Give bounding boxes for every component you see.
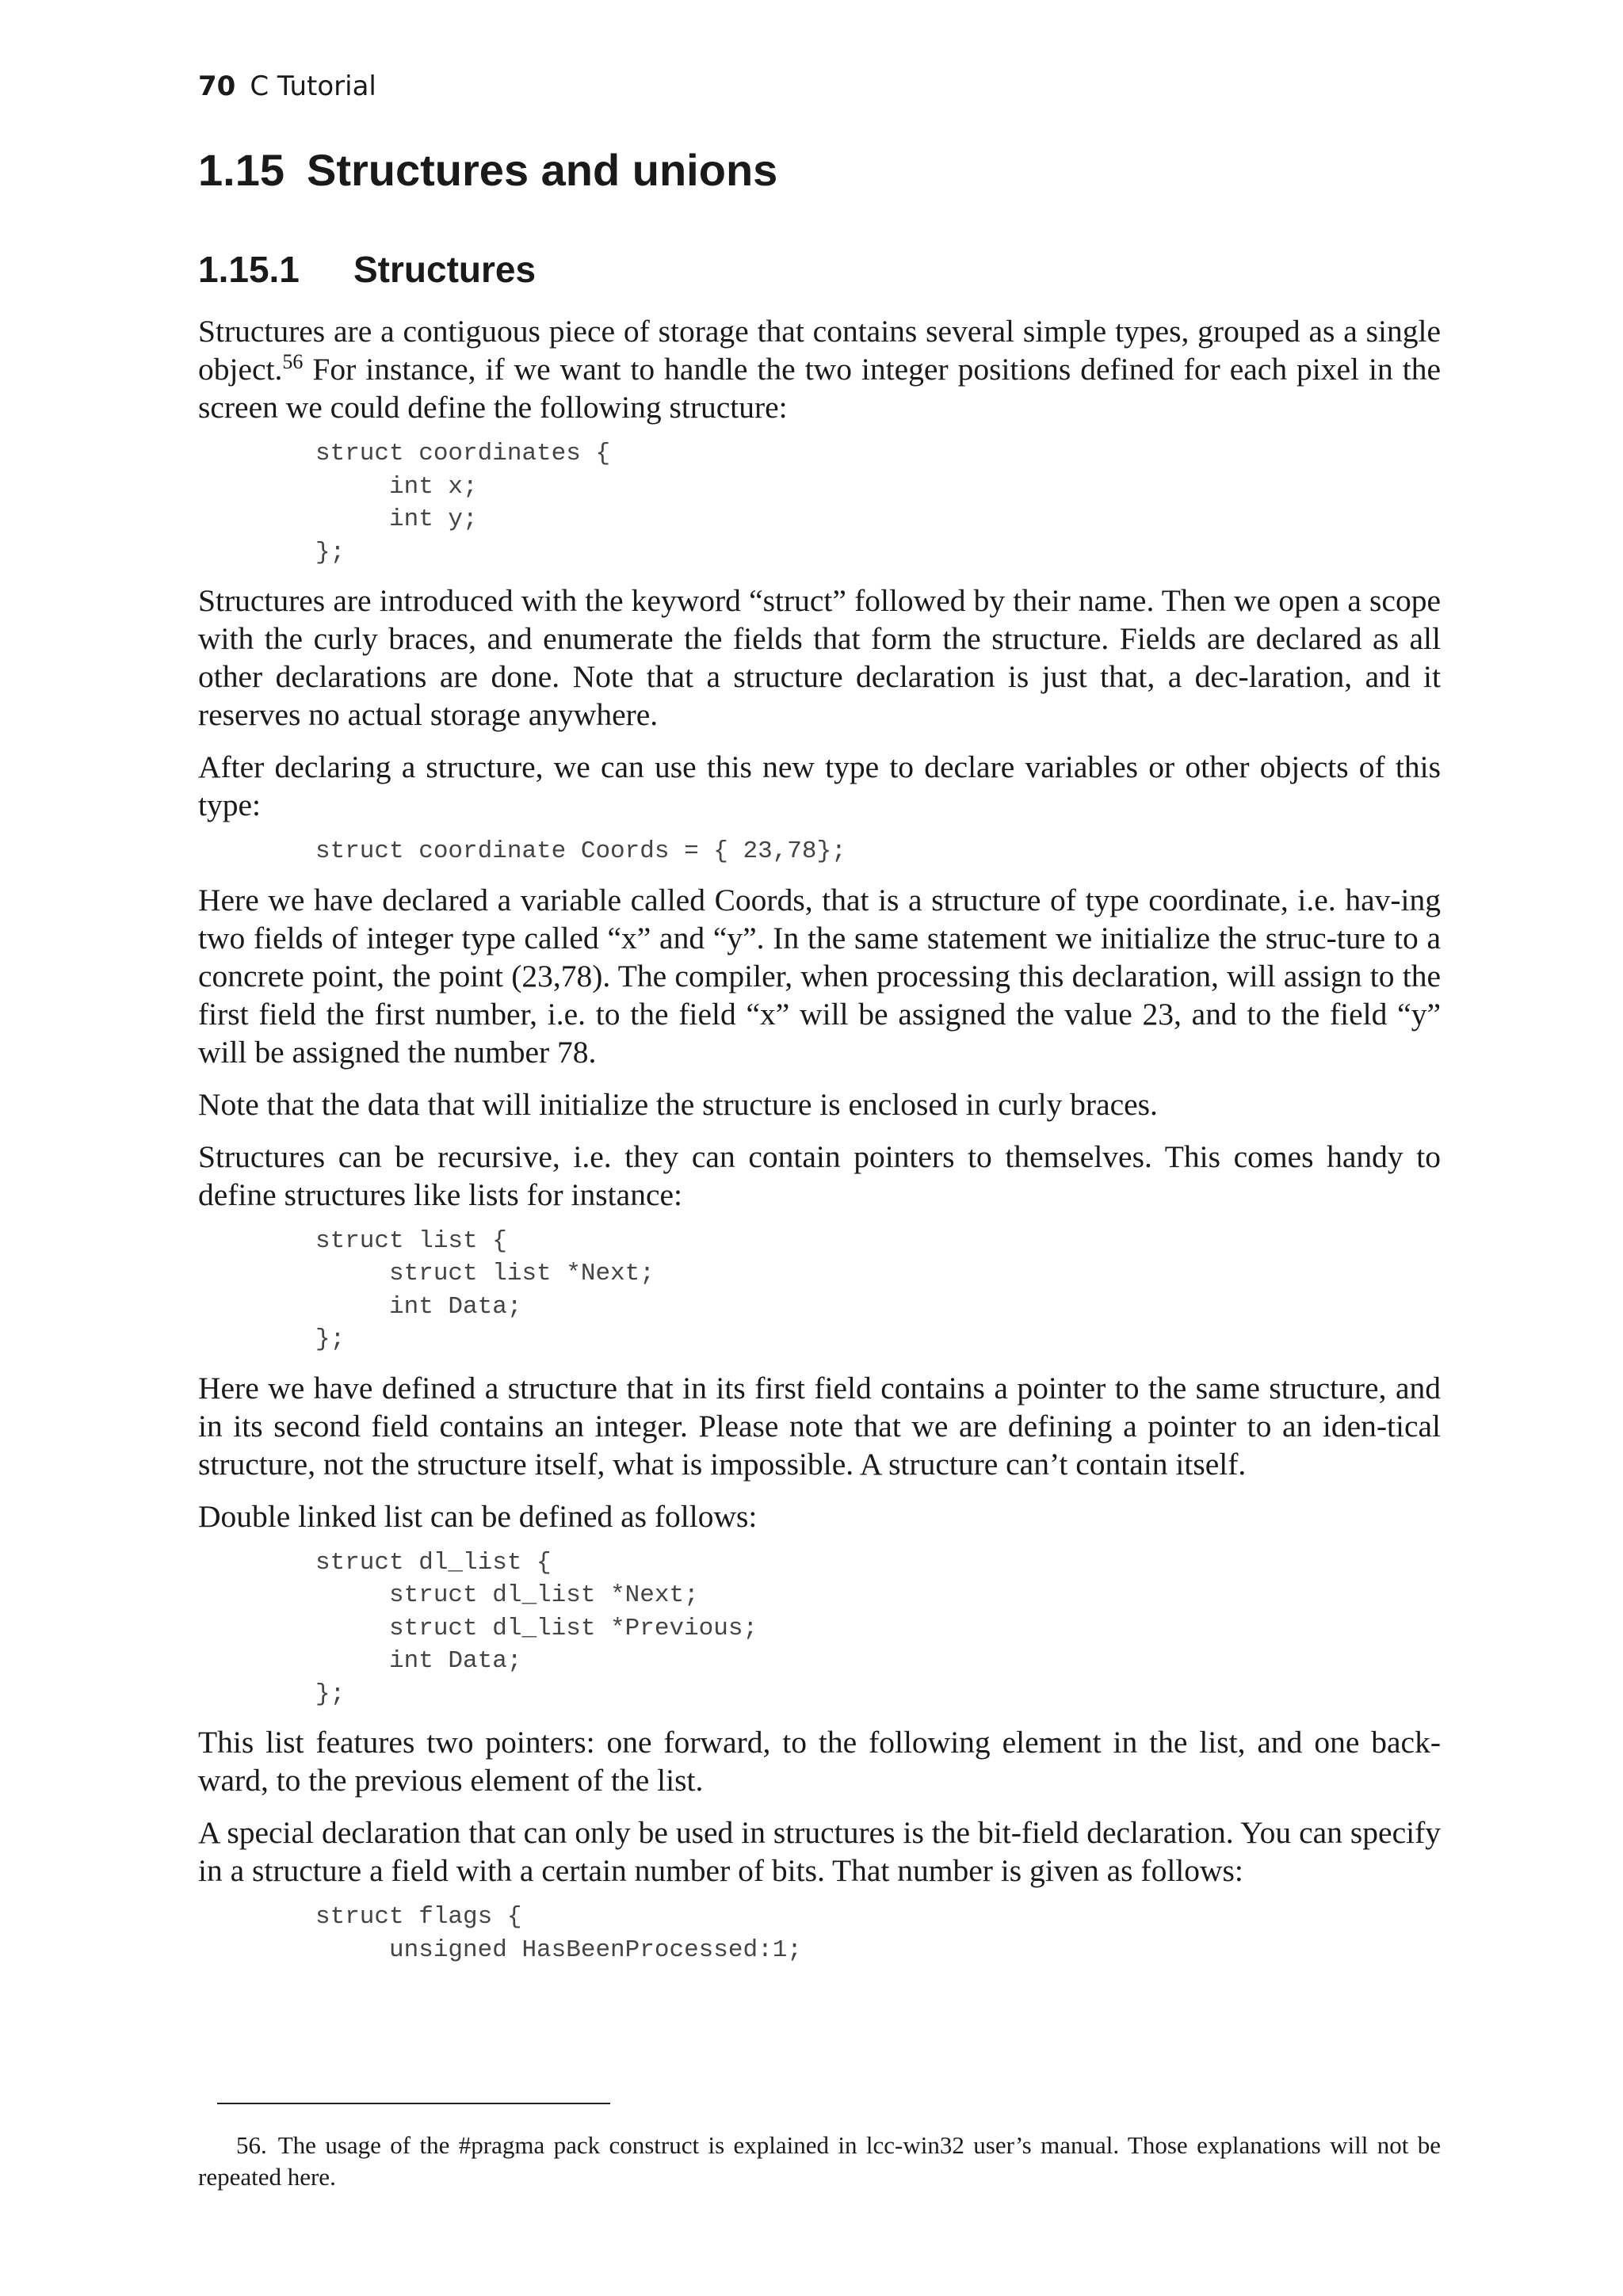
- page-number: 70: [198, 71, 236, 102]
- paragraph-2: Structures are introduced with the keyword “struct” followed by their name. Then we open a scope with the curly braces, and enumerate the fields that form the structure. Fields are declared as all other declarations are done. Note that a structure declaration is just that, a dec-laration, and it reserves no actual storage anywhere.: [198, 583, 1441, 732]
- code-line: int x;: [315, 472, 478, 501]
- footnote-reference[interactable]: 56: [282, 350, 304, 373]
- code-line: struct list {: [315, 1226, 507, 1255]
- running-header: [198, 67, 1441, 106]
- body-text: [198, 312, 1441, 1979]
- code-block-flags: [315, 1901, 1441, 1966]
- paragraph-1-text-b: For instance, if we want to handle the two integer positions defined for each pixel in the screen we could define the following structure:: [198, 352, 1441, 425]
- paragraph-9: This list features two pointers: one forward, to the following element in the list, and one back-ward, to the previous element of the list.: [198, 1725, 1441, 1798]
- code-line: struct flags {: [315, 1903, 522, 1931]
- footnote-divider: [217, 2103, 610, 2104]
- code-block-coords-init: [315, 835, 1441, 868]
- section-heading: [198, 143, 777, 198]
- paragraph-5: Note that the data that will initialize the structure is enclosed in curly braces.: [198, 1086, 1158, 1122]
- footnote-number: 56.: [236, 2131, 267, 2159]
- code-line: };: [315, 1325, 346, 1353]
- code-line: int Data;: [315, 1292, 522, 1321]
- paragraph-8: Double linked list can be defined as follows:: [198, 1498, 758, 1534]
- paragraph-10: A special declaration that can only be used in structures is the bit-field declaration. You can specify in a structure a field with a certain number of bits. That number is given as follows:: [198, 1815, 1441, 1888]
- code-block-list: [315, 1225, 1441, 1356]
- footnote: [198, 2130, 1441, 2193]
- section-title: Structures and unions: [307, 145, 778, 195]
- paragraph-6: Structures can be recursive, i.e. they can contain pointers to themselves. This comes handy to define structures like lists for instance:: [198, 1138, 1441, 1212]
- subsection-title: Structures: [353, 249, 537, 290]
- subsection-heading: [198, 246, 536, 293]
- paragraph-7: Here we have defined a structure that in its first field contains a pointer to the same structure, and in its second field contains an integer. Please note that we are defining a pointer to an iden-tical structure, not the structure itself, what is impossible. A structure can’t contain itself.: [198, 1370, 1441, 1482]
- code-line: struct list *Next;: [315, 1260, 655, 1287]
- book-title: C Tutorial: [250, 71, 376, 102]
- code-block-coordinates: [315, 437, 1441, 569]
- code-line: unsigned HasBeenProcessed:1;: [315, 1936, 802, 1964]
- paragraph-3: After declaring a structure, we can use this new type to declare variables or other objects of this type:: [198, 749, 1441, 822]
- code-line: struct dl_list {: [315, 1548, 552, 1577]
- code-line: };: [315, 1680, 346, 1708]
- code-line: };: [315, 538, 346, 566]
- code-line: int y;: [315, 505, 478, 533]
- code-line: struct coordinate Coords = { 23,78};: [315, 837, 846, 865]
- code-line: struct dl_list *Next;: [315, 1581, 699, 1609]
- code-line: struct dl_list *Previous;: [315, 1614, 758, 1642]
- subsection-number: 1.15.1: [198, 249, 300, 290]
- paragraph-4: Here we have declared a variable called Coords, that is a structure of type coordinate, i.e. hav-ing two fields of integer type called “x” and “y”. In the same statement we initialize the struc-ture to a concrete point, the point (23,78). The compiler, when processing this declaration, will assign to the first field the first number, i.e. to the field “x” will be assigned the value 23, and to the field “y” will be assigned the number 78.: [198, 882, 1441, 1070]
- footnote-text: The usage of the #pragma pack construct is explained in lcc-win32 user’s manual. Those explanations will not be repeated here.: [198, 2131, 1441, 2191]
- paragraph-1: [198, 312, 1441, 426]
- paragraph-1-text-a: Structures are a contiguous piece of storage that contains several simple types, grouped as a single object.: [198, 314, 1441, 387]
- document-page: [198, 67, 1441, 2191]
- section-number: 1.15: [198, 145, 285, 195]
- code-line: struct coordinates {: [315, 440, 611, 467]
- code-line: int Data;: [315, 1647, 522, 1675]
- code-block-dl-list: [315, 1547, 1441, 1711]
